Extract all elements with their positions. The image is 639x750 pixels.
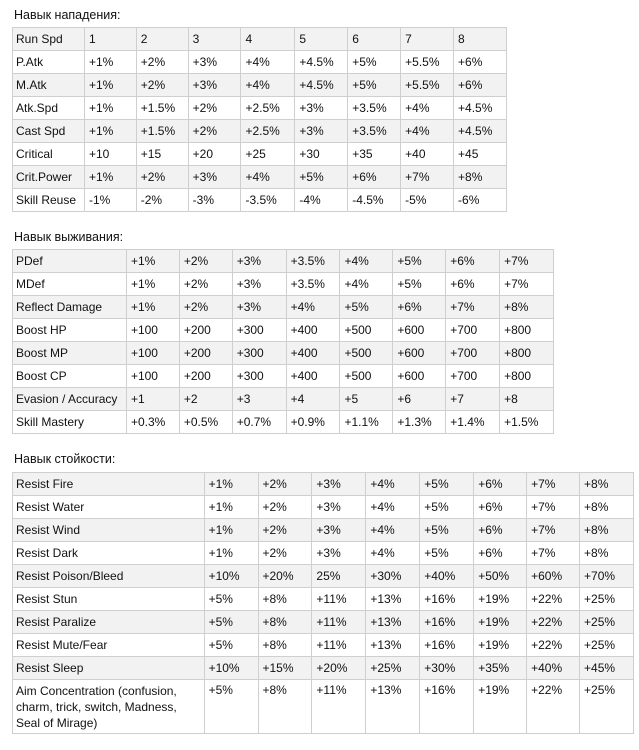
table-cell: +2%	[258, 519, 312, 542]
table-cell: +6%	[348, 166, 401, 189]
table-cell: -6%	[454, 189, 507, 212]
table-cell: +700	[446, 319, 500, 342]
row-label: Crit.Power	[13, 166, 85, 189]
table-cell: +4%	[241, 74, 295, 97]
table-cell: +22%	[527, 588, 580, 611]
table-cell: +6%	[454, 51, 507, 74]
table-row	[13, 120, 507, 143]
table-cell: -3.5%	[241, 189, 295, 212]
table-cell: -5%	[401, 189, 454, 212]
table-cell: +3%	[188, 74, 241, 97]
row-label: Resist Poison/Bleed	[13, 565, 205, 588]
table-cell: +8%	[258, 588, 312, 611]
table-cell: +20%	[312, 657, 366, 680]
table-cell: -2%	[136, 189, 188, 212]
table-cell: +700	[446, 342, 500, 365]
table-cell: +7%	[500, 250, 554, 273]
table-cell: +7%	[527, 519, 580, 542]
table-cell: 4	[241, 28, 295, 51]
table-row	[13, 250, 554, 273]
table-cell: +60%	[527, 565, 580, 588]
table-cell: +1%	[204, 542, 258, 565]
table-cell: +400	[286, 365, 340, 388]
table-cell: +35	[348, 143, 401, 166]
table-cell: +22%	[527, 680, 580, 734]
table-cell: +800	[500, 319, 554, 342]
table-cell: +2%	[188, 97, 241, 120]
table-cell: 6	[348, 28, 401, 51]
table-cell: +5%	[204, 588, 258, 611]
table-cell: +45	[454, 143, 507, 166]
table-cell: +2%	[258, 473, 312, 496]
table-cell: +13%	[366, 588, 420, 611]
table-cell: +3%	[232, 273, 286, 296]
table-cell: +4%	[340, 273, 393, 296]
table-cell: +200	[179, 365, 232, 388]
table-cell: +8%	[580, 473, 634, 496]
table-cell: +3.5%	[286, 250, 340, 273]
table-cell: +8%	[580, 519, 634, 542]
table-cell: +6%	[393, 296, 446, 319]
table-cell: +5%	[348, 51, 401, 74]
table-cell: +6%	[446, 273, 500, 296]
table-cell: +11%	[312, 611, 366, 634]
table-cell: +5%	[204, 634, 258, 657]
table-cell: +8%	[580, 496, 634, 519]
table-row	[13, 611, 634, 634]
table-cell: +300	[232, 342, 286, 365]
table-cell: +7	[446, 388, 500, 411]
table-cell: +4%	[366, 542, 420, 565]
table-cell: +3%	[232, 250, 286, 273]
table-cell: +22%	[527, 634, 580, 657]
table-cell: +1	[126, 388, 179, 411]
row-label: Resist Paralize	[13, 611, 205, 634]
table-cell: +7%	[500, 273, 554, 296]
row-label: Resist Mute/Fear	[13, 634, 205, 657]
table-cell: +19%	[474, 611, 527, 634]
row-label: Resist Fire	[13, 473, 205, 496]
row-label: Cast Spd	[13, 120, 85, 143]
table-cell: +3%	[312, 542, 366, 565]
table-cell: +30%	[420, 657, 474, 680]
table-cell: +2	[179, 388, 232, 411]
table-cell: +7%	[527, 496, 580, 519]
table-cell: -4%	[295, 189, 348, 212]
row-label: Skill Reuse	[13, 189, 85, 212]
table-cell: +5.5%	[401, 51, 454, 74]
table-row	[13, 97, 507, 120]
table-row	[13, 319, 554, 342]
row-label: Boost CP	[13, 365, 127, 388]
table-cell: +30%	[366, 565, 420, 588]
table-row	[13, 388, 554, 411]
row-label: Resist Water	[13, 496, 205, 519]
table-cell: +1.4%	[446, 411, 500, 434]
table-cell: +7%	[446, 296, 500, 319]
table-cell: +13%	[366, 680, 420, 734]
table-cell: +500	[340, 342, 393, 365]
table-cell: +4.5%	[295, 74, 348, 97]
row-label: Skill Mastery	[13, 411, 127, 434]
table-cell: +1%	[204, 519, 258, 542]
table-cell: +19%	[474, 634, 527, 657]
table-cell: +2%	[136, 166, 188, 189]
table-row	[13, 588, 634, 611]
table-row	[13, 28, 507, 51]
table-cell: +6%	[474, 496, 527, 519]
table-cell: -1%	[84, 189, 136, 212]
table-row	[13, 51, 507, 74]
survival-skill-table	[12, 249, 554, 434]
table-row	[13, 473, 634, 496]
table-cell: +25%	[366, 657, 420, 680]
table-cell: +3%	[312, 496, 366, 519]
table-cell: +200	[179, 342, 232, 365]
table-cell: +1.3%	[393, 411, 446, 434]
table-cell: +2%	[136, 74, 188, 97]
table-cell: +20%	[258, 565, 312, 588]
table-row	[13, 657, 634, 680]
table-cell: +0.9%	[286, 411, 340, 434]
table-cell: +2%	[179, 273, 232, 296]
table-cell: +50%	[474, 565, 527, 588]
table-cell: +500	[340, 365, 393, 388]
table-cell: +4.5%	[295, 51, 348, 74]
table-row	[13, 143, 507, 166]
table-cell: +16%	[420, 634, 474, 657]
table-cell: +8%	[454, 166, 507, 189]
table-cell: 25%	[312, 565, 366, 588]
table-row	[13, 74, 507, 97]
table-cell: +13%	[366, 634, 420, 657]
table-cell: +5%	[348, 74, 401, 97]
table-cell: +5%	[420, 496, 474, 519]
table-row	[13, 411, 554, 434]
table-cell: +7%	[401, 166, 454, 189]
table-cell: +3%	[188, 166, 241, 189]
table-cell: +3%	[188, 51, 241, 74]
table-cell: +2%	[179, 250, 232, 273]
table-cell: +4%	[401, 97, 454, 120]
table-cell: +0.3%	[126, 411, 179, 434]
table-cell: +3%	[295, 120, 348, 143]
table-cell: +5.5%	[401, 74, 454, 97]
table-cell: 1	[84, 28, 136, 51]
table-cell: +8%	[580, 542, 634, 565]
table-cell: +8%	[258, 634, 312, 657]
row-label: Resist Dark	[13, 542, 205, 565]
table-row	[13, 296, 554, 319]
table-cell: +10%	[204, 565, 258, 588]
table-row	[13, 496, 634, 519]
table-cell: +600	[393, 365, 446, 388]
survival-section-title: Навык выживания:	[14, 230, 124, 244]
table-cell: +8%	[258, 611, 312, 634]
row-label: Resist Stun	[13, 588, 205, 611]
table-cell: +2.5%	[241, 97, 295, 120]
table-cell: +1%	[84, 97, 136, 120]
table-cell: +3%	[312, 519, 366, 542]
table-cell: +40	[401, 143, 454, 166]
table-cell: +1%	[126, 273, 179, 296]
table-cell: +25%	[580, 634, 634, 657]
table-cell: +400	[286, 342, 340, 365]
table-cell: +1%	[84, 51, 136, 74]
table-cell: +3%	[232, 296, 286, 319]
table-cell: +3%	[295, 97, 348, 120]
table-cell: +8%	[258, 680, 312, 734]
table-cell: +11%	[312, 634, 366, 657]
table-cell: +3	[232, 388, 286, 411]
attack-skill-table	[12, 27, 507, 212]
table-cell: +1.5%	[136, 97, 188, 120]
table-cell: +700	[446, 365, 500, 388]
table-cell: +4%	[401, 120, 454, 143]
table-cell: +200	[179, 319, 232, 342]
table-cell: +6	[393, 388, 446, 411]
table-cell: +7%	[527, 542, 580, 565]
table-cell: -3%	[188, 189, 241, 212]
table-cell: +8	[500, 388, 554, 411]
table-cell: +4%	[286, 296, 340, 319]
table-cell: +100	[126, 365, 179, 388]
table-row	[13, 542, 634, 565]
table-cell: +2%	[258, 542, 312, 565]
table-cell: +20	[188, 143, 241, 166]
row-label: P.Atk	[13, 51, 85, 74]
table-cell: +4%	[241, 166, 295, 189]
table-cell: +4%	[366, 496, 420, 519]
table-cell: +3.5%	[348, 120, 401, 143]
table-cell: +6%	[454, 74, 507, 97]
table-cell: +13%	[366, 611, 420, 634]
table-cell: 2	[136, 28, 188, 51]
table-cell: +0.7%	[232, 411, 286, 434]
table-cell: +16%	[420, 611, 474, 634]
table-cell: +2.5%	[241, 120, 295, 143]
table-cell: +6%	[474, 473, 527, 496]
table-cell: +4.5%	[454, 97, 507, 120]
table-cell: +70%	[580, 565, 634, 588]
row-label: Resist Sleep	[13, 657, 205, 680]
table-cell: +6%	[446, 250, 500, 273]
table-cell: +5%	[420, 542, 474, 565]
table-cell: +600	[393, 342, 446, 365]
table-cell: 7	[401, 28, 454, 51]
table-cell: +4%	[340, 250, 393, 273]
row-label: Atk.Spd	[13, 97, 85, 120]
row-label: Resist Wind	[13, 519, 205, 542]
table-cell: +25	[241, 143, 295, 166]
row-label: PDef	[13, 250, 127, 273]
table-row	[13, 680, 634, 734]
table-cell: +5%	[393, 250, 446, 273]
table-cell: +19%	[474, 680, 527, 734]
attack-section-title: Навык нападения:	[14, 8, 121, 22]
table-cell: +1.5%	[500, 411, 554, 434]
table-row	[13, 365, 554, 388]
table-cell: +25%	[580, 611, 634, 634]
table-row	[13, 166, 507, 189]
table-cell: +45%	[580, 657, 634, 680]
table-cell: 3	[188, 28, 241, 51]
table-cell: +22%	[527, 611, 580, 634]
table-cell: +1%	[84, 120, 136, 143]
table-row	[13, 519, 634, 542]
resist-section-title: Навык стойкости:	[14, 452, 116, 466]
table-cell: +40%	[527, 657, 580, 680]
table-cell: +1%	[204, 496, 258, 519]
row-label: Reflect Damage	[13, 296, 127, 319]
table-cell: +4%	[366, 519, 420, 542]
row-label: MDef	[13, 273, 127, 296]
table-row	[13, 189, 507, 212]
table-cell: +2%	[188, 120, 241, 143]
row-label: Boost MP	[13, 342, 127, 365]
table-cell: +800	[500, 365, 554, 388]
table-cell: +500	[340, 319, 393, 342]
table-cell: +5%	[420, 473, 474, 496]
table-cell: +600	[393, 319, 446, 342]
table-cell: +7%	[527, 473, 580, 496]
table-cell: +5%	[204, 611, 258, 634]
table-cell: +4.5%	[454, 120, 507, 143]
table-cell: +100	[126, 319, 179, 342]
table-cell: +1%	[126, 296, 179, 319]
row-label: Critical	[13, 143, 85, 166]
table-cell: +400	[286, 319, 340, 342]
table-row	[13, 565, 634, 588]
table-cell: +3%	[312, 473, 366, 496]
table-cell: +6%	[474, 542, 527, 565]
table-cell: +2%	[136, 51, 188, 74]
table-cell: +30	[295, 143, 348, 166]
row-label: Run Spd	[13, 28, 85, 51]
table-cell: +40%	[420, 565, 474, 588]
row-label: Evasion / Accuracy	[13, 388, 127, 411]
table-cell: 5	[295, 28, 348, 51]
table-cell: +10	[84, 143, 136, 166]
table-cell: +5%	[204, 680, 258, 734]
table-cell: +300	[232, 319, 286, 342]
table-cell: +2%	[179, 296, 232, 319]
table-cell: +0.5%	[179, 411, 232, 434]
table-cell: +5%	[295, 166, 348, 189]
table-cell: +10%	[204, 657, 258, 680]
table-cell: +800	[500, 342, 554, 365]
table-cell: +15	[136, 143, 188, 166]
table-cell: +4%	[241, 51, 295, 74]
table-cell: +15%	[258, 657, 312, 680]
table-cell: +3.5%	[348, 97, 401, 120]
table-cell: +300	[232, 365, 286, 388]
table-cell: +4	[286, 388, 340, 411]
table-row	[13, 342, 554, 365]
table-cell: +1.5%	[136, 120, 188, 143]
table-row	[13, 634, 634, 657]
row-label: M.Atk	[13, 74, 85, 97]
table-cell: +19%	[474, 588, 527, 611]
table-cell: +5%	[393, 273, 446, 296]
table-cell: +11%	[312, 588, 366, 611]
table-cell: +8%	[500, 296, 554, 319]
table-cell: +16%	[420, 680, 474, 734]
table-cell: +1.1%	[340, 411, 393, 434]
table-cell: +16%	[420, 588, 474, 611]
table-cell: -4.5%	[348, 189, 401, 212]
resist-skill-table	[12, 472, 634, 734]
table-cell: +11%	[312, 680, 366, 734]
row-label: Aim Concentration (confusion, charm, trick, switch, Madness, Seal of Mirage)	[13, 680, 205, 734]
table-cell: +35%	[474, 657, 527, 680]
table-cell: +25%	[580, 680, 634, 734]
table-cell: +6%	[474, 519, 527, 542]
table-cell: +5%	[420, 519, 474, 542]
table-cell: +1%	[84, 74, 136, 97]
table-cell: +5	[340, 388, 393, 411]
table-cell: 8	[454, 28, 507, 51]
table-cell: +1%	[84, 166, 136, 189]
table-cell: +1%	[204, 473, 258, 496]
table-cell: +100	[126, 342, 179, 365]
table-cell: +2%	[258, 496, 312, 519]
table-cell: +25%	[580, 588, 634, 611]
table-cell: +3.5%	[286, 273, 340, 296]
table-cell: +1%	[126, 250, 179, 273]
table-cell: +4%	[366, 473, 420, 496]
table-row	[13, 273, 554, 296]
table-cell: +5%	[340, 296, 393, 319]
row-label: Boost HP	[13, 319, 127, 342]
